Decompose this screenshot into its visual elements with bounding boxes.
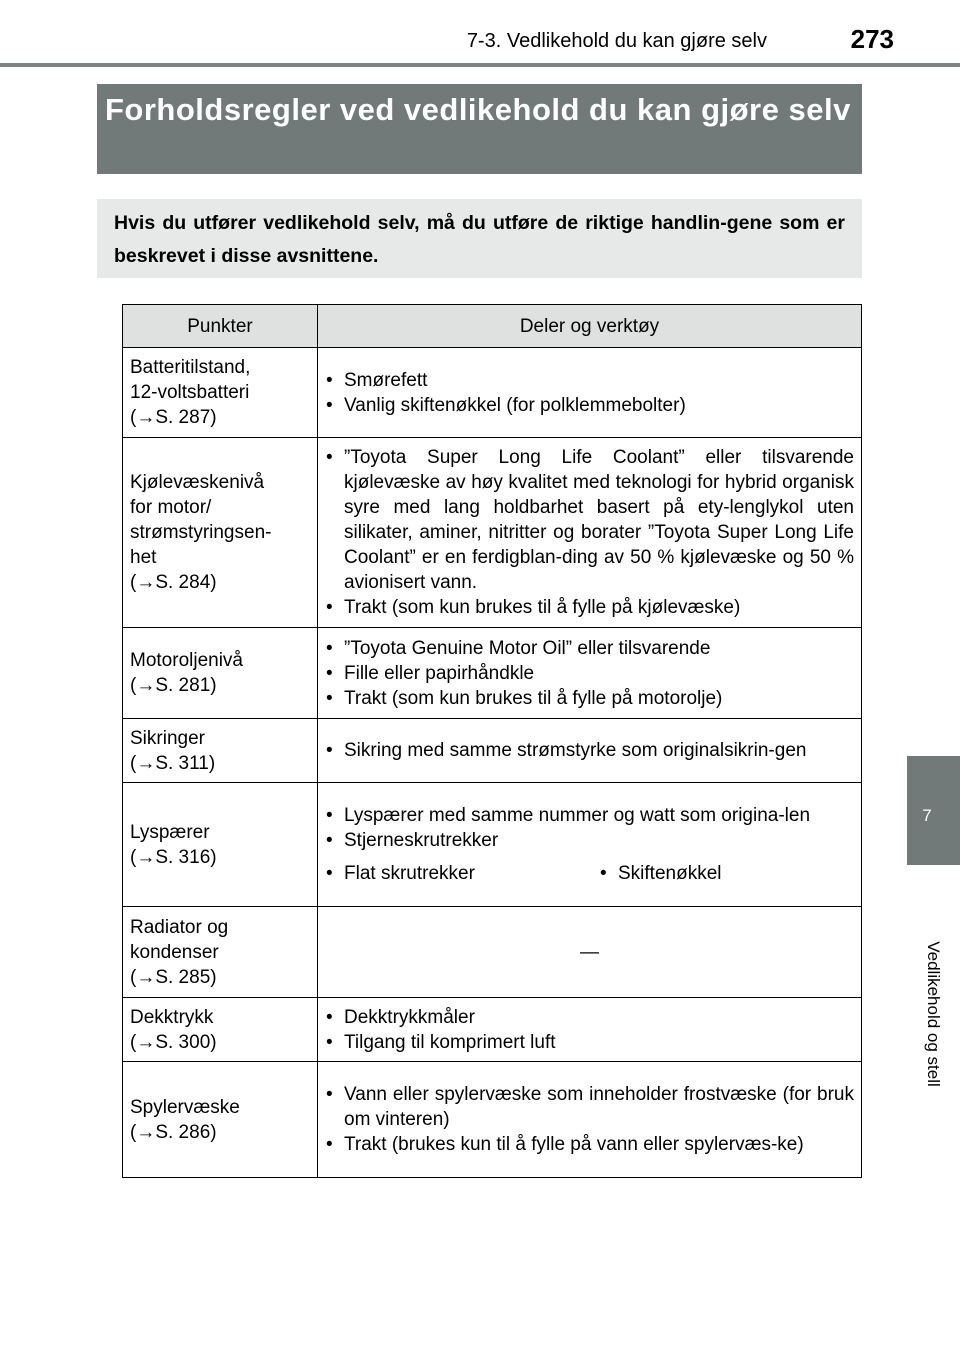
item-line: 12-voltsbatteri — [130, 382, 250, 403]
item-line: (→S. 284) — [130, 572, 217, 593]
item-line: Radiator og — [130, 916, 229, 938]
tools-list — [325, 803, 854, 853]
item-line: strømstyringsen- — [130, 522, 272, 543]
item-line: Dekktrykk — [130, 1006, 214, 1028]
table-row — [123, 348, 862, 438]
tools-list — [325, 636, 854, 711]
item-cell — [123, 719, 318, 783]
list-item: • ”Toyota Super Long Life Coolant” eller tilsvarende kjølevæske av høy kvalitet med teknologi for hybrid organisk syre med lang holdbarhet basert på ety-lenglykol uten silikater, aminer, nitritter og borater ”Toyota Super Long Life Coolant” er en ferdigblan-ding av 50 % kjølevæske og 50 % avionisert vann. — [325, 445, 854, 595]
title-banner — [97, 84, 862, 174]
page-title: Forholdsregler ved vedlikehold du kan gjøre selv — [105, 92, 851, 127]
item-line: Kjølevæskenivå — [130, 472, 265, 493]
list-item: • Trakt (som kun brukes til å fylle på kjølevæske) — [325, 595, 854, 620]
header-divider — [0, 63, 960, 67]
item-line: Sikringer — [130, 727, 205, 749]
table-row — [123, 438, 862, 628]
list-item: • Smørefett — [325, 368, 854, 393]
tools-pair — [325, 861, 854, 886]
list-item: • Sikring med samme strømstyrke som originalsikrin-gen — [325, 738, 854, 763]
list-item: • Flat skrutrekker — [325, 861, 599, 886]
list-item: • Fille eller papirhåndkle — [325, 661, 854, 686]
empty-dash: — — [580, 941, 599, 963]
tools-list — [325, 368, 854, 418]
column-header-items: Punkter — [123, 305, 318, 348]
item-line: Lyspærer — [130, 821, 210, 843]
intro-box — [97, 199, 862, 278]
tools-list — [325, 738, 854, 763]
table-row — [123, 783, 862, 907]
item-line: kondenser — [130, 941, 219, 963]
tools-list — [325, 445, 854, 620]
table-body — [123, 348, 862, 1178]
item-line: het — [130, 547, 157, 568]
item-cell — [123, 907, 318, 998]
list-item: • Skiftenøkkel — [599, 861, 721, 886]
tools-list — [325, 1005, 854, 1055]
tools-cell — [318, 998, 862, 1062]
page-number: 273 — [850, 24, 894, 54]
item-line: (→S. 286) — [130, 1121, 217, 1143]
tools-cell — [318, 907, 862, 998]
list-item: • Vann eller spylervæske som inneholder frostvæske (for bruk om vinteren) — [325, 1082, 854, 1132]
item-cell — [123, 998, 318, 1062]
tools-cell — [318, 1062, 862, 1178]
table-row — [123, 998, 862, 1062]
tools-list — [325, 1082, 854, 1157]
chapter-number: 7 — [922, 806, 932, 825]
table-row — [123, 907, 862, 998]
table-row — [123, 1062, 862, 1178]
intro-text: Hvis du utfører vedlikehold selv, må du utføre de riktige handlin-gene som er beskrevet i disse avsnittene. — [114, 212, 845, 267]
item-line: for motor/ — [130, 497, 212, 518]
item-line: (→S. 281) — [130, 675, 217, 696]
item-line: Motoroljenivå — [130, 650, 243, 671]
table-header-row — [123, 305, 862, 348]
tools-cell — [318, 348, 862, 438]
item-cell — [123, 348, 318, 438]
item-line: Batteritilstand, — [130, 357, 251, 378]
item-line: (→S. 316) — [130, 846, 217, 868]
item-line: (→S. 287) — [130, 407, 217, 428]
column-header-tools: Deler og verktøy — [318, 305, 862, 348]
item-cell — [123, 1062, 318, 1178]
item-line: (→S. 300) — [130, 1031, 217, 1053]
list-item: • Vanlig skiftenøkkel (for polklemmebolter) — [325, 393, 854, 418]
item-cell — [123, 438, 318, 628]
item-line: Spylervæske — [130, 1096, 240, 1118]
list-item: • ”Toyota Genuine Motor Oil” eller tilsvarende — [325, 636, 854, 661]
list-item: • Stjerneskrutrekker — [325, 828, 854, 853]
item-line: (→S. 311) — [130, 752, 216, 774]
tools-cell — [318, 783, 862, 907]
table-row — [123, 628, 862, 719]
item-cell — [123, 628, 318, 719]
parts-table — [122, 304, 862, 1178]
list-item: • Lyspærer med samme nummer og watt som origina-len — [325, 803, 854, 828]
table-row — [123, 719, 862, 783]
list-item: • Dekktrykkmåler — [325, 1005, 854, 1030]
chapter-label: Vedlikehold og stell — [924, 941, 943, 1087]
list-item: • Trakt (brukes kun til å fylle på vann eller spylervæs-ke) — [325, 1132, 854, 1157]
page-header — [0, 0, 960, 68]
tools-cell — [318, 719, 862, 783]
tools-cell — [318, 628, 862, 719]
list-item: • Trakt (som kun brukes til å fylle på motorolje) — [325, 686, 854, 711]
item-line: (→S. 285) — [130, 966, 217, 988]
item-cell — [123, 783, 318, 907]
tools-cell — [318, 438, 862, 628]
section-title: 7-3. Vedlikehold du kan gjøre selv — [466, 30, 767, 52]
list-item: • Tilgang til komprimert luft — [325, 1030, 854, 1055]
